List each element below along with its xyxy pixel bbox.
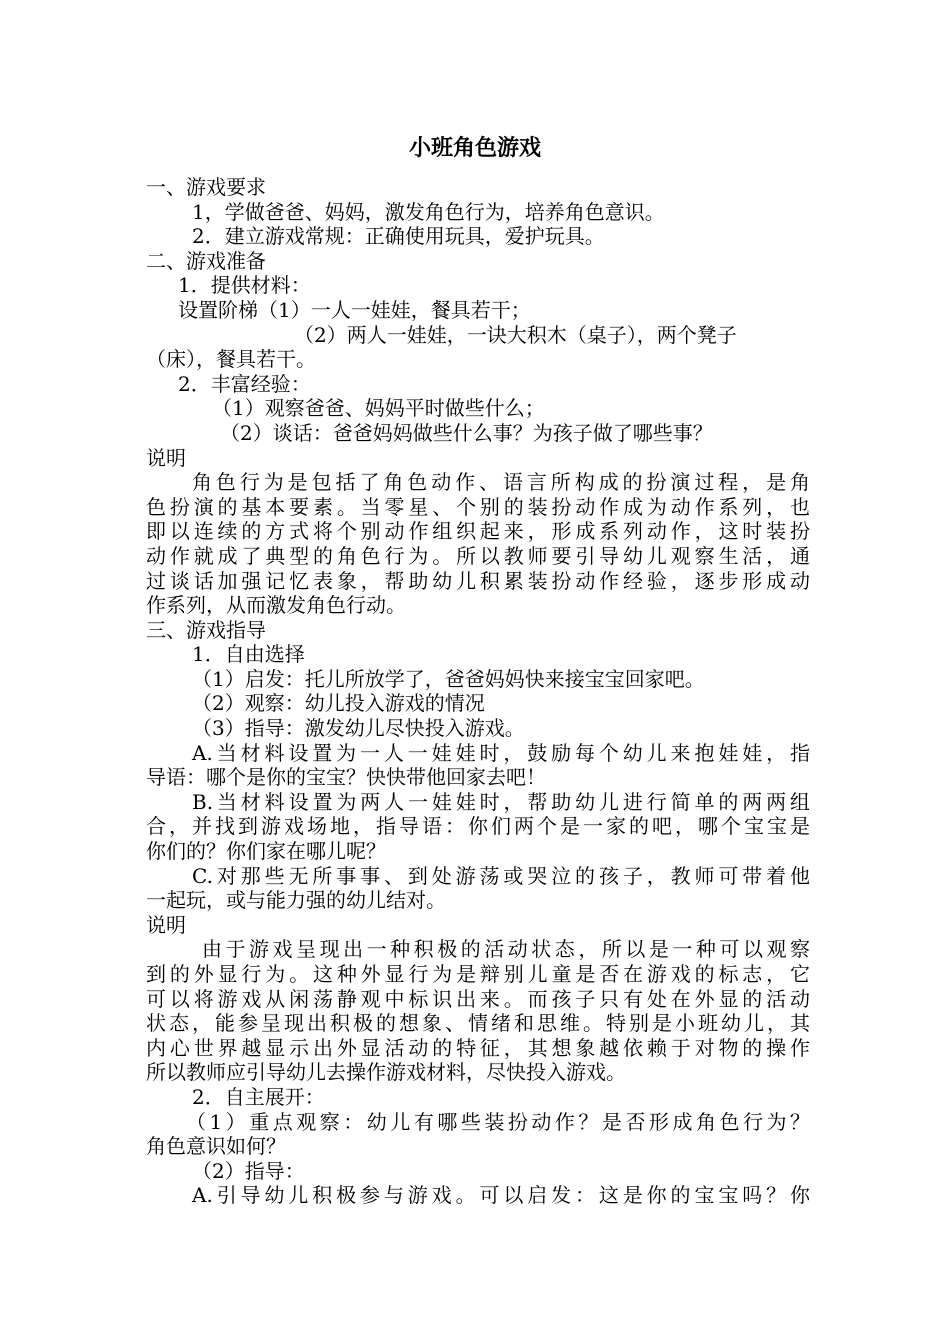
- text-line: B.当材料设置为两人一娃娃时，帮助幼儿进行简单的两两组: [192, 789, 810, 814]
- text-line: 角色意识如何？: [146, 1134, 286, 1159]
- text-line: 作系列，从而激发角色行动。: [146, 593, 406, 618]
- text-line: 2．自主展开：: [192, 1084, 325, 1109]
- text-line: 内心世界越显示出外显活动的特征，其想象越依赖于对物的操作: [146, 1035, 810, 1060]
- text-line: 二、游戏准备: [146, 248, 266, 273]
- text-line: 一、游戏要求: [146, 175, 266, 199]
- text-line: 状态，能参呈现出积极的想象、情绪和思维。特别是小班幼儿，其: [146, 1011, 810, 1036]
- text-line: 动作就成了典型的角色行为。所以教师要引导幼儿观察生活，通: [146, 543, 810, 568]
- text-line: 三、游戏指导: [146, 617, 266, 642]
- text-line: C.对那些无所事事、到处游荡或哭泣的孩子，教师可带着他: [192, 863, 810, 888]
- text-line: （2）两人一娃娃，一诀大积木（桌子），两个凳子: [294, 322, 737, 347]
- text-line: 1，学做爸爸、妈妈，激发角色行为，培养角色意识。: [192, 199, 665, 224]
- text-line: 所以教师应引导幼儿去操作游戏材料，尽快投入游戏。: [146, 1060, 626, 1085]
- text-line: 由于游戏呈现出一种积极的活动状态，所以是一种可以观察: [202, 937, 810, 962]
- text-line: （2）观察：幼儿投入游戏的情况: [192, 691, 485, 716]
- text-line: （2）指导：: [192, 1158, 305, 1183]
- page-title: 小班角色游戏: [408, 136, 541, 161]
- text-line: 2．建立游戏常规：正确使用玩具，爱护玩具。: [192, 224, 605, 249]
- text-line: 色扮演的基本要素。当零星、个别的装扮动作成为动作系列，也: [146, 494, 810, 519]
- text-line: 设置阶梯（1）一人一娃娃，餐具若干；: [178, 297, 531, 322]
- text-line: 角色行为是包括了角色动作、语言所构成的扮演过程，是角: [192, 470, 810, 495]
- text-line: A.当材料设置为一人一娃娃时，鼓励每个幼儿来抱娃娃，指: [192, 740, 810, 765]
- text-line: 1．提供材料：: [178, 273, 311, 298]
- text-line: （1）重点观察：幼儿有哪些装扮动作？是否形成角色行为？: [186, 1109, 810, 1134]
- text-line: （1）启发：托儿所放学了，爸爸妈妈快来接宝宝回家吧。: [192, 666, 705, 691]
- text-line: 可以将游戏从闲荡静观中标识出来。而孩子只有处在外显的活动: [146, 986, 810, 1011]
- text-line: 合，并找到游戏场地，指导语：你们两个是一家的吧，哪个宝宝是: [146, 814, 810, 839]
- text-line: （3）指导：激发幼儿尽快投入游戏。: [192, 716, 525, 741]
- text-line: 说明: [146, 445, 186, 470]
- text-line: （床），餐具若干。: [146, 347, 316, 372]
- text-line: 2．丰富经验：: [178, 371, 311, 396]
- text-line: 你们的？你们家在哪儿呢？: [146, 839, 386, 864]
- text-line: （1）观察爸爸、妈妈平时做些什么；: [212, 396, 545, 421]
- text-line: 一起玩，或与能力强的幼儿结对。: [146, 888, 446, 913]
- text-line: 导语：哪个是你的宝宝？快快带他回家去吧！: [146, 765, 546, 790]
- text-line: 1．自由选择: [192, 642, 305, 667]
- text-line: 即以连续的方式将个别动作组织起来，形成系列动作，这时装扮: [146, 519, 810, 544]
- text-line: A.引导幼儿积极参与游戏。可以启发：这是你的宝宝吗？你: [192, 1183, 810, 1208]
- text-line: 说明: [146, 912, 186, 937]
- text-line: 到的外显行为。这种外显行为是辩别儿童是否在游戏的标志，它: [146, 962, 810, 986]
- text-line: （2）谈话：爸爸妈妈做些什么事？为孩子做了哪些事？: [220, 420, 713, 445]
- text-line: 过谈话加强记忆表象，帮助幼儿积累装扮动作经验，逐步形成动: [146, 568, 810, 593]
- document-body: [146, 175, 810, 1208]
